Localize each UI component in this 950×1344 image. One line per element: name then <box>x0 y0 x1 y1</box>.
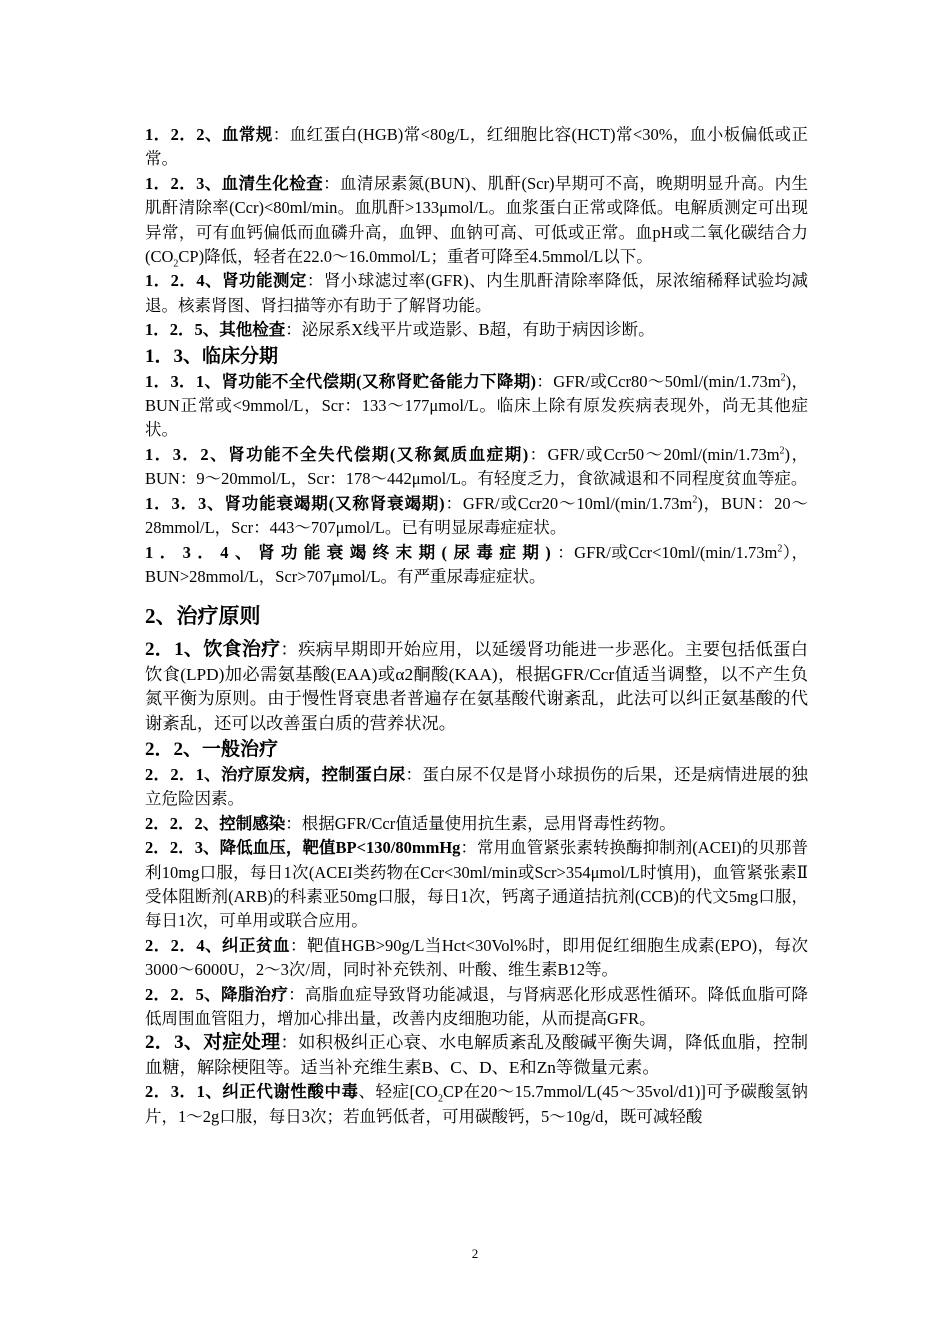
para-2-1: 2．1、饮食治疗：疾病早期即开始应用，以延缓肾功能进一步恶化。主要包括低蛋白饮食(LPD)加必需氨基酸(EAA)或α2酮酸(KAA)，根据GFR/Ccr值适当调整，以不产生负氮平衡为原则。由于慢性肾衰患者普遍存在氨基酸代谢紊乱，此法可以纠正氨基酸的代谢紊乱，还可以改善蛋白质的营养状况。 <box>145 639 808 733</box>
para-2-2-5: 2．2．5、降脂治疗：高脂血症导致肾功能减退，与肾病恶化形成恶性循环。降低血脂可降低周围血管阻力，增加心排出量，改善内皮细胞功能，从而提高GFR。 <box>145 984 808 1028</box>
document-body <box>145 123 808 1129</box>
para-1-2-2: 1．2．2、血常规：血红蛋白(HGB)常<80g/L，红细胞比容(HCT)常<30%，血小板偏低或正常。 <box>145 125 808 169</box>
para-2-2-3: 2．2．3、降低血压，靶值BP<130/80mmHg：常用血管紧张素转换酶抑制剂(ACEI)的贝那普利10mg口服，每日1次(ACEI类药物在Ccr<30ml/min或Scr>354μmol/L时慎用)，血管紧张素Ⅱ受体阻断剂(ARB)的科素亚50mg口服，每日1次，钙离子通道拮抗剂(CCB)的代文5mg口服，每日1次，可单用或联合应用。 <box>145 838 808 931</box>
heading-2-2: 2．2、一般治疗 <box>145 738 279 760</box>
para-2-2-4: 2．2．4、纠正贫血：靶值HGB>90g/L当Hct<30Vol%时，即用促红细胞生成素(EPO)，每次3000～6000U，2～3次/周，同时补充铁剂、叶酸、维生素B12等。 <box>145 935 809 980</box>
para-1-2-4: 1．2．4、肾功能测定：肾小球滤过率(GFR)、内生肌酐清除率降低，尿浓缩稀释试验均减退。核素肾图、肾扫描等亦有助于了解肾功能。 <box>145 271 809 315</box>
para-2-2-1: 2．2．1、治疗原发病，控制蛋白尿：蛋白尿不仅是肾小球损伤的后果，还是病情进展的独立危险因素。 <box>145 764 808 809</box>
heading-2: 2、治疗原则 <box>145 604 261 629</box>
para-1-2-3: 1．2．3、血清生化检查：血清尿素氮(BUN)、肌酐(Scr)早期可不高，晚期明显升高。内生肌酐清除率(Ccr)<80ml/min。血肌酐>133μmol/L。血浆蛋白正常或降低。电解质测定可出现异常，可有血钙偏低而血磷升高，血钾、血钠可高、可低或正常。血pH或二氧化碳结合力$(CO_2CP)$降低，轻者在22.0～16.0mmol/L；重者可降至4.5mmol/L以下。 <box>145 173 809 270</box>
page-number: 2 <box>471 1246 479 1261</box>
para-2-3-1: 2．3．1、纠正代谢性酸中毒、轻症[$CO_2CP$在20～15.7mmol/L(45～35vol/d1)]可予碳酸氢钠片，1～2g口服，每日3次；若血钙低者，可用碳酸钙，5～10g/d，既可减轻酸 <box>145 1082 808 1126</box>
para-1-3-4: 1．3．4、肾功能衰竭终末期(尿毒症期)：GFR/或$Ccr<10ml/(\min/1.73m^2)$，BUN>28mmol/L，Scr>707μmol/L。有严重尿毒症症状。 <box>145 542 808 586</box>
para-1-2-5: 1．2．5、其他检查：泌尿系X线平片或造影、B超，有助于病因诊断。 <box>145 320 655 340</box>
para-1-3-3: 1．3．3、肾功能衰竭期(又称肾衰竭期)：GFR/或$Ccr20\sim 10ml/(\min/1.73m^2)$，BUN：20～28mmol/L，Scr：443～707μmol/L。已有明显尿毒症症状。 <box>145 493 808 538</box>
para-2-3: 2．3、对症处理：如积极纠正心衰、水电解质紊乱及酸碱平衡失调，降低血脂，控制血糖，解除梗阻等。适当补充维生素B、C、D、E和Zn等微量元素。 <box>145 1032 808 1077</box>
heading-1-3: 1．3、临床分期 <box>145 345 279 367</box>
para-2-2-2: 2．2．2、控制感染：根据GFR/Ccr值适量使用抗生素，忌用肾毒性药物。 <box>145 813 676 833</box>
para-1-3-2: 1．3．2、肾功能不全失代偿期(又称氮质血症期)：GFR/或$Ccr50\sim 20ml/(\min/1.73m^2)$，BUN：9～20mmol/L，Scr：178～442μmol/L。有轻度乏力，食欲减退和不同程度贫血等症。 <box>145 444 809 489</box>
para-1-3-1: 1．3．1、肾功能不全代偿期(又称肾贮备能力下降期)：GFR/或$Ccr80\sim 50ml/(\min/1.73m^2)$，BUN正常或<9mmol/L，Scr：133～177μmol/L。临床上除有原发疾病表现外，尚无其他症状。 <box>145 371 809 440</box>
